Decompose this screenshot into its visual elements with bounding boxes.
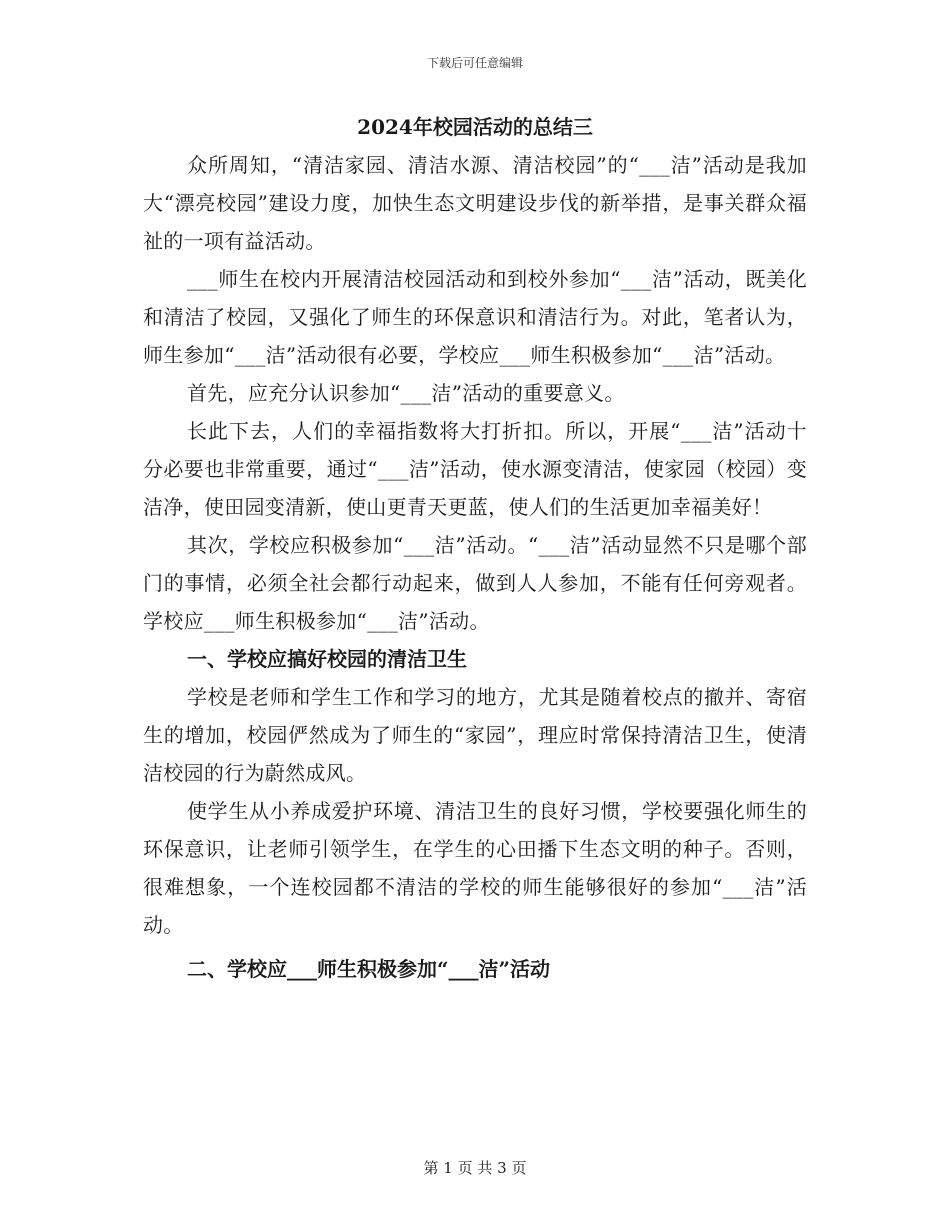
document-title: 2024年校园活动的总结三	[357, 115, 593, 139]
paragraph: 其次，学校应积极参加“___洁”活动。“___洁”活动显然不只是哪个部门的事情，必须全社会都行动起来，做到人人参加，不能有任何旁观者。学校应___师生积极参加“___洁”活动。	[143, 533, 807, 633]
paragraph: ___师生在校内开展清洁校园活动和到校外参加“___洁”活动，既美化和清洁了校园，又强化了师生的环保意识和清洁行为。对此，笔者认为，师生参加“___洁”活动很有必要，学校应___师生积极参加“___洁”活动。	[143, 267, 807, 367]
paragraph: 长此下去，人们的幸福指数将大打折扣。所以，开展“___洁”活动十分必要也非常重要，通过“___洁”活动，使水源变清洁，使家园（校园）变洁净，使田园变清新，使山更青天更蓝，使人们的生活更加幸福美好！	[143, 419, 807, 519]
section-heading: 一、学校应搞好校园的清洁卫生	[187, 647, 467, 671]
paragraph: 使学生从小养成爱护环境、清洁卫生的良好习惯，学校要强化师生的环保意识，让老师引领学生，在学生的心田播下生态文明的种子。否则，很难想象，一个连校园都不清洁的学校的师生能够很好的参加“___洁”活动。	[143, 799, 807, 937]
document-body	[143, 108, 807, 988]
page-header-note: 下载后可任意编辑	[426, 56, 523, 70]
paragraph: 众所周知，“清洁家园、清洁水源、清洁校园”的“___洁”活动是我加大“漂亮校园”建设力度，加快生态文明建设步伐的新举措，是事关群众福祉的一项有益活动。	[143, 153, 807, 253]
paragraph: 学校是老师和学生工作和学习的地方，尤其是随着校点的撤并、寄宿生的增加，校园俨然成为了师生的“家园”，理应时常保持清洁卫生，使清洁校园的行为蔚然成风。	[143, 685, 807, 785]
paragraph: 首先，应充分认识参加“___洁”活动的重要意义。	[187, 381, 625, 405]
section-heading: 二、学校应___师生积极参加“___洁”活动	[187, 957, 551, 981]
page-number-footer: 第 1 页 共 3 页	[423, 1159, 527, 1177]
